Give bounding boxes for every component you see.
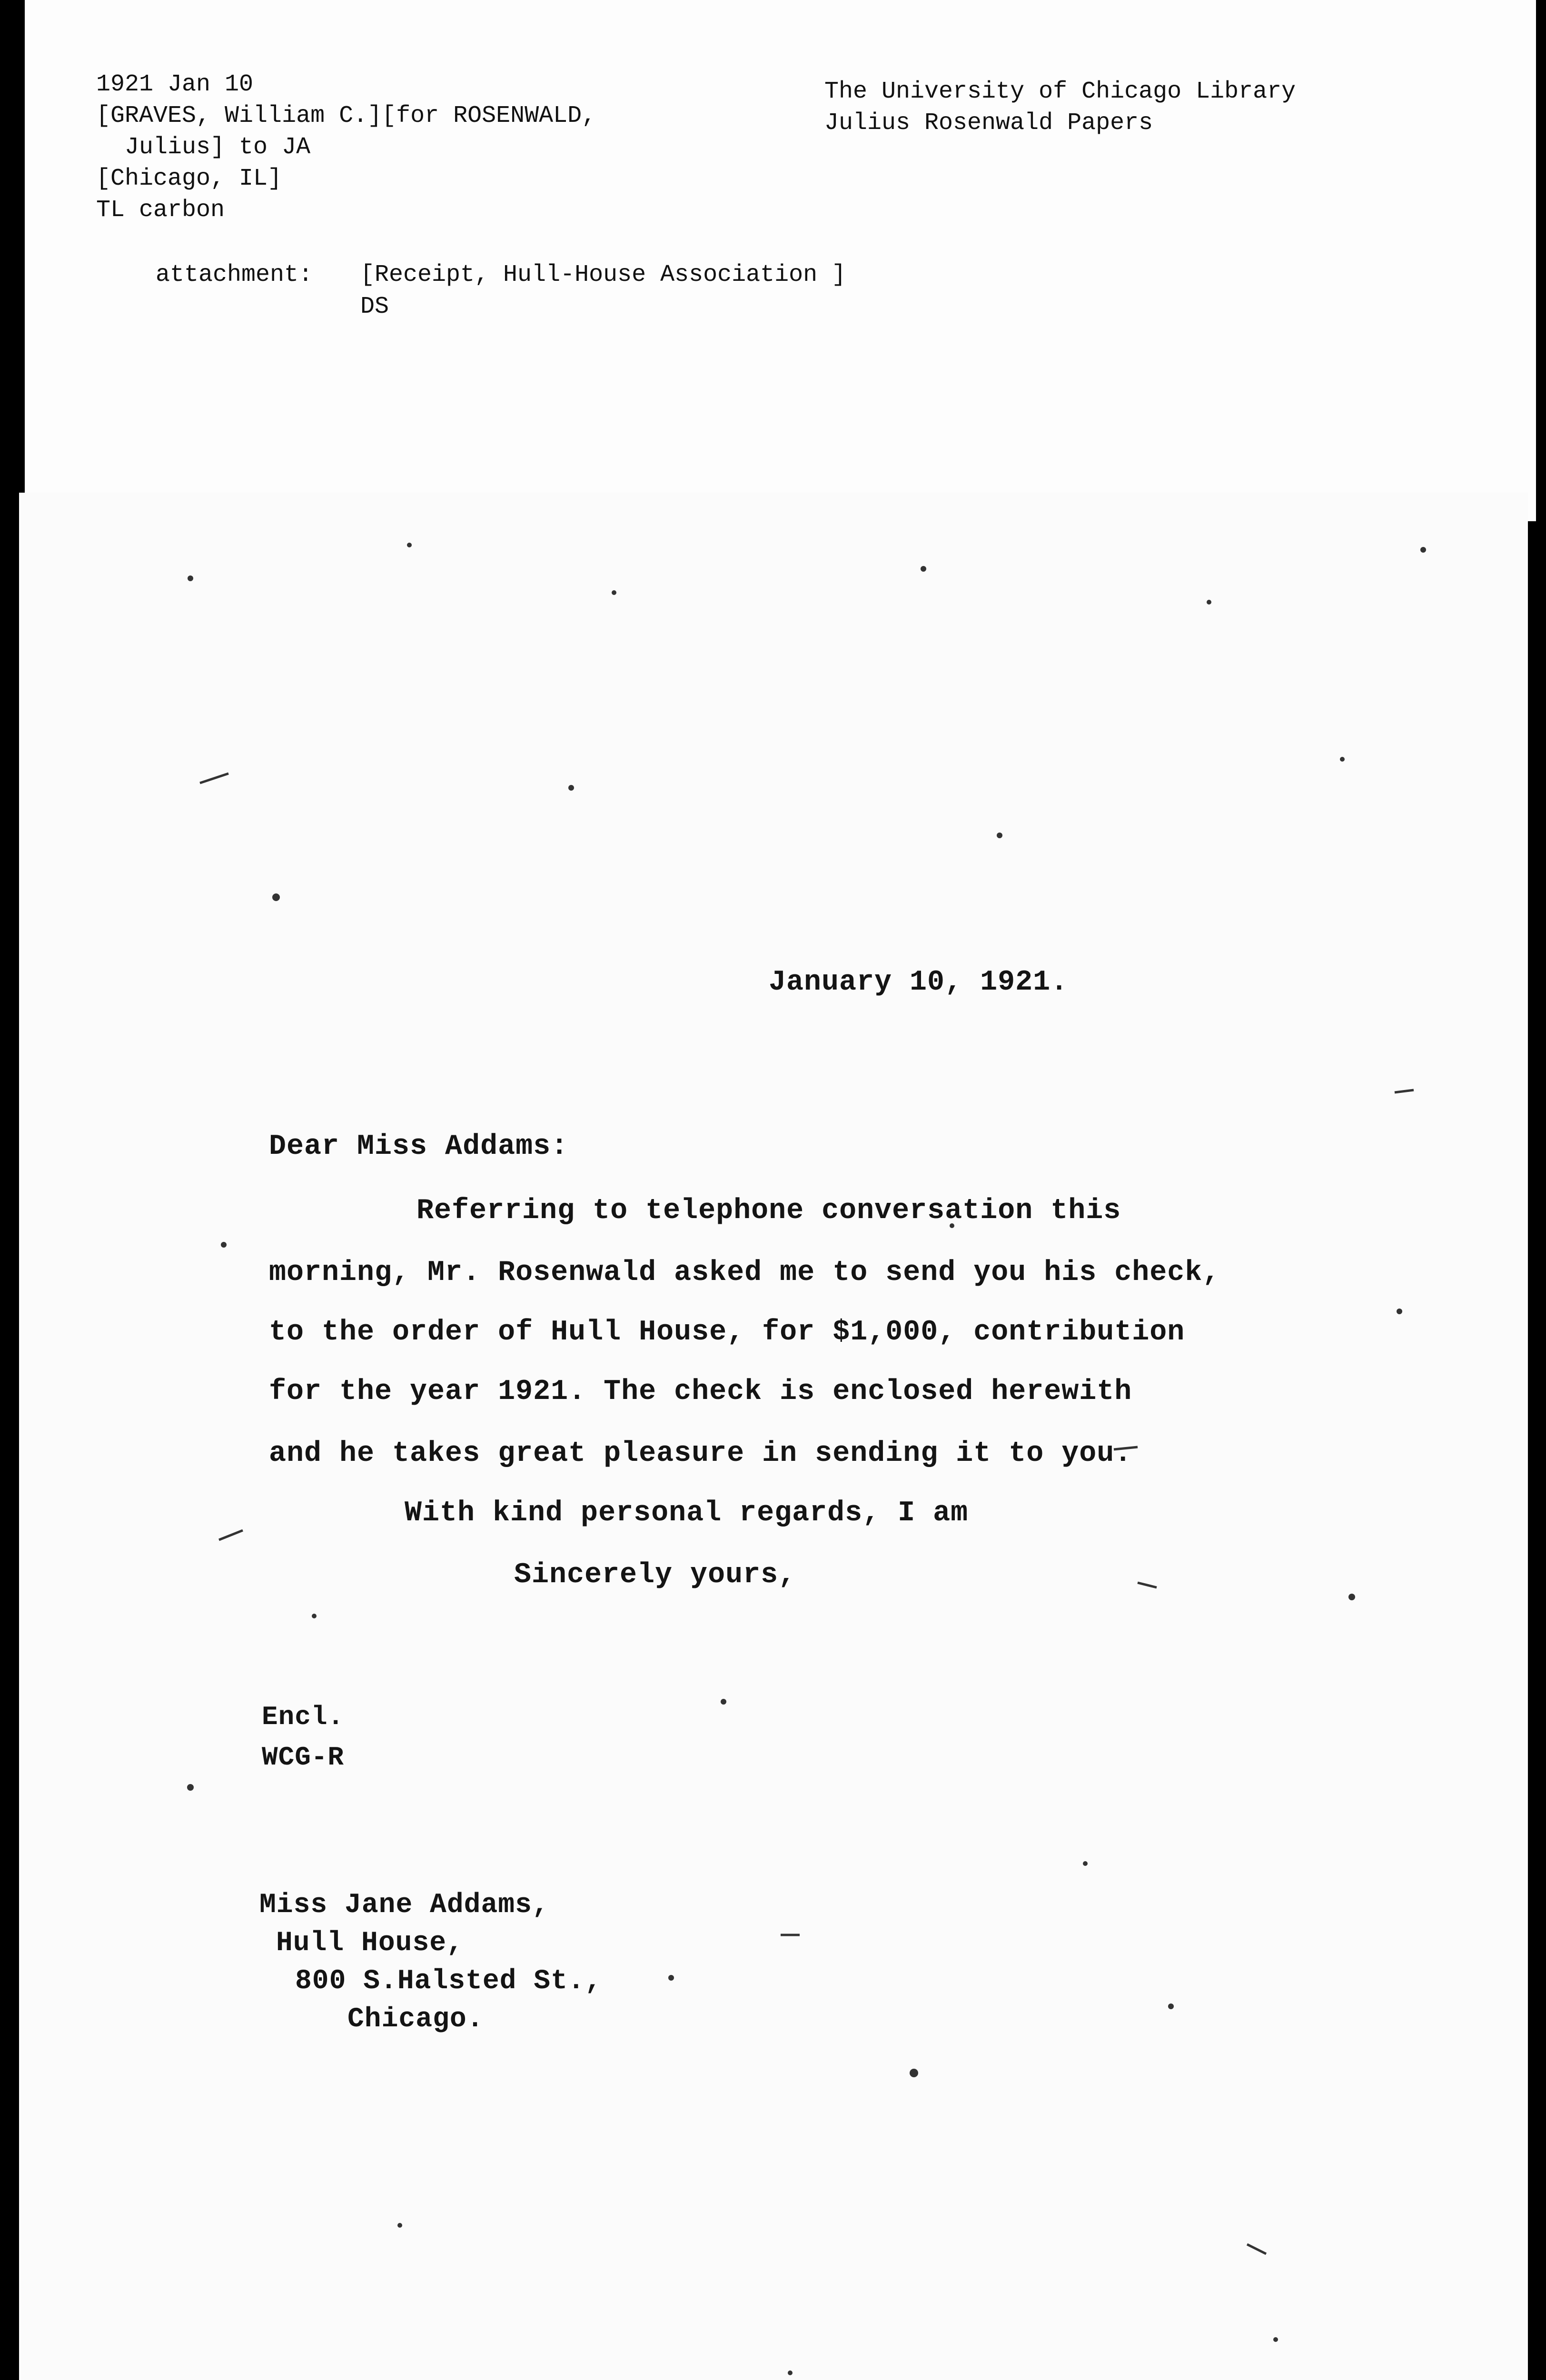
address-line: Miss Jane Addams, bbox=[259, 1890, 549, 1921]
letter-sheet bbox=[19, 493, 1528, 2380]
attachment-value: [Receipt, Hull-House Association ] bbox=[360, 261, 846, 288]
address-line: 800 S.Halsted St., bbox=[295, 1966, 602, 1997]
cover-line: 1921 Jan 10 bbox=[96, 71, 254, 98]
paper-specks bbox=[19, 493, 1528, 2380]
cover-line: Julius] to JA bbox=[96, 134, 311, 161]
cover-citation bbox=[96, 69, 596, 226]
repository-line: Julius Rosenwald Papers bbox=[824, 109, 1153, 137]
cover-repository bbox=[824, 76, 1296, 139]
address-line: Hull House, bbox=[276, 1928, 464, 1959]
body-line: and he takes great pleasure in sending it to you. bbox=[269, 1438, 1132, 1470]
signoff: Sincerely yours, bbox=[514, 1559, 796, 1591]
address-line: Chicago. bbox=[347, 2004, 484, 2035]
reference-initials: WCG-R bbox=[262, 1742, 345, 1773]
enclosure-note: Encl. bbox=[262, 1702, 345, 1732]
body-line: for the year 1921. The check is enclosed herewith bbox=[269, 1376, 1132, 1408]
cover-line: [GRAVES, William C.][for ROSENWALD, bbox=[96, 102, 596, 129]
body-line: Referring to telephone conversation this bbox=[416, 1195, 1121, 1227]
body-line: morning, Mr. Rosenwald asked me to send you his check, bbox=[269, 1257, 1220, 1289]
letter-date: January 10, 1921. bbox=[769, 966, 1069, 999]
archive-cover-slip bbox=[25, 0, 1536, 521]
cover-line: [Chicago, IL] bbox=[96, 165, 282, 192]
closing-line: With kind personal regards, I am bbox=[405, 1497, 969, 1529]
repository-line: The University of Chicago Library bbox=[824, 78, 1296, 105]
cover-line: TL carbon bbox=[96, 197, 225, 224]
attachment-type: DS bbox=[360, 293, 389, 320]
salutation: Dear Miss Addams: bbox=[269, 1130, 569, 1163]
body-line: to the order of Hull House, for $1,000, contribution bbox=[269, 1316, 1185, 1349]
attachment-label: attachment: bbox=[156, 261, 313, 288]
